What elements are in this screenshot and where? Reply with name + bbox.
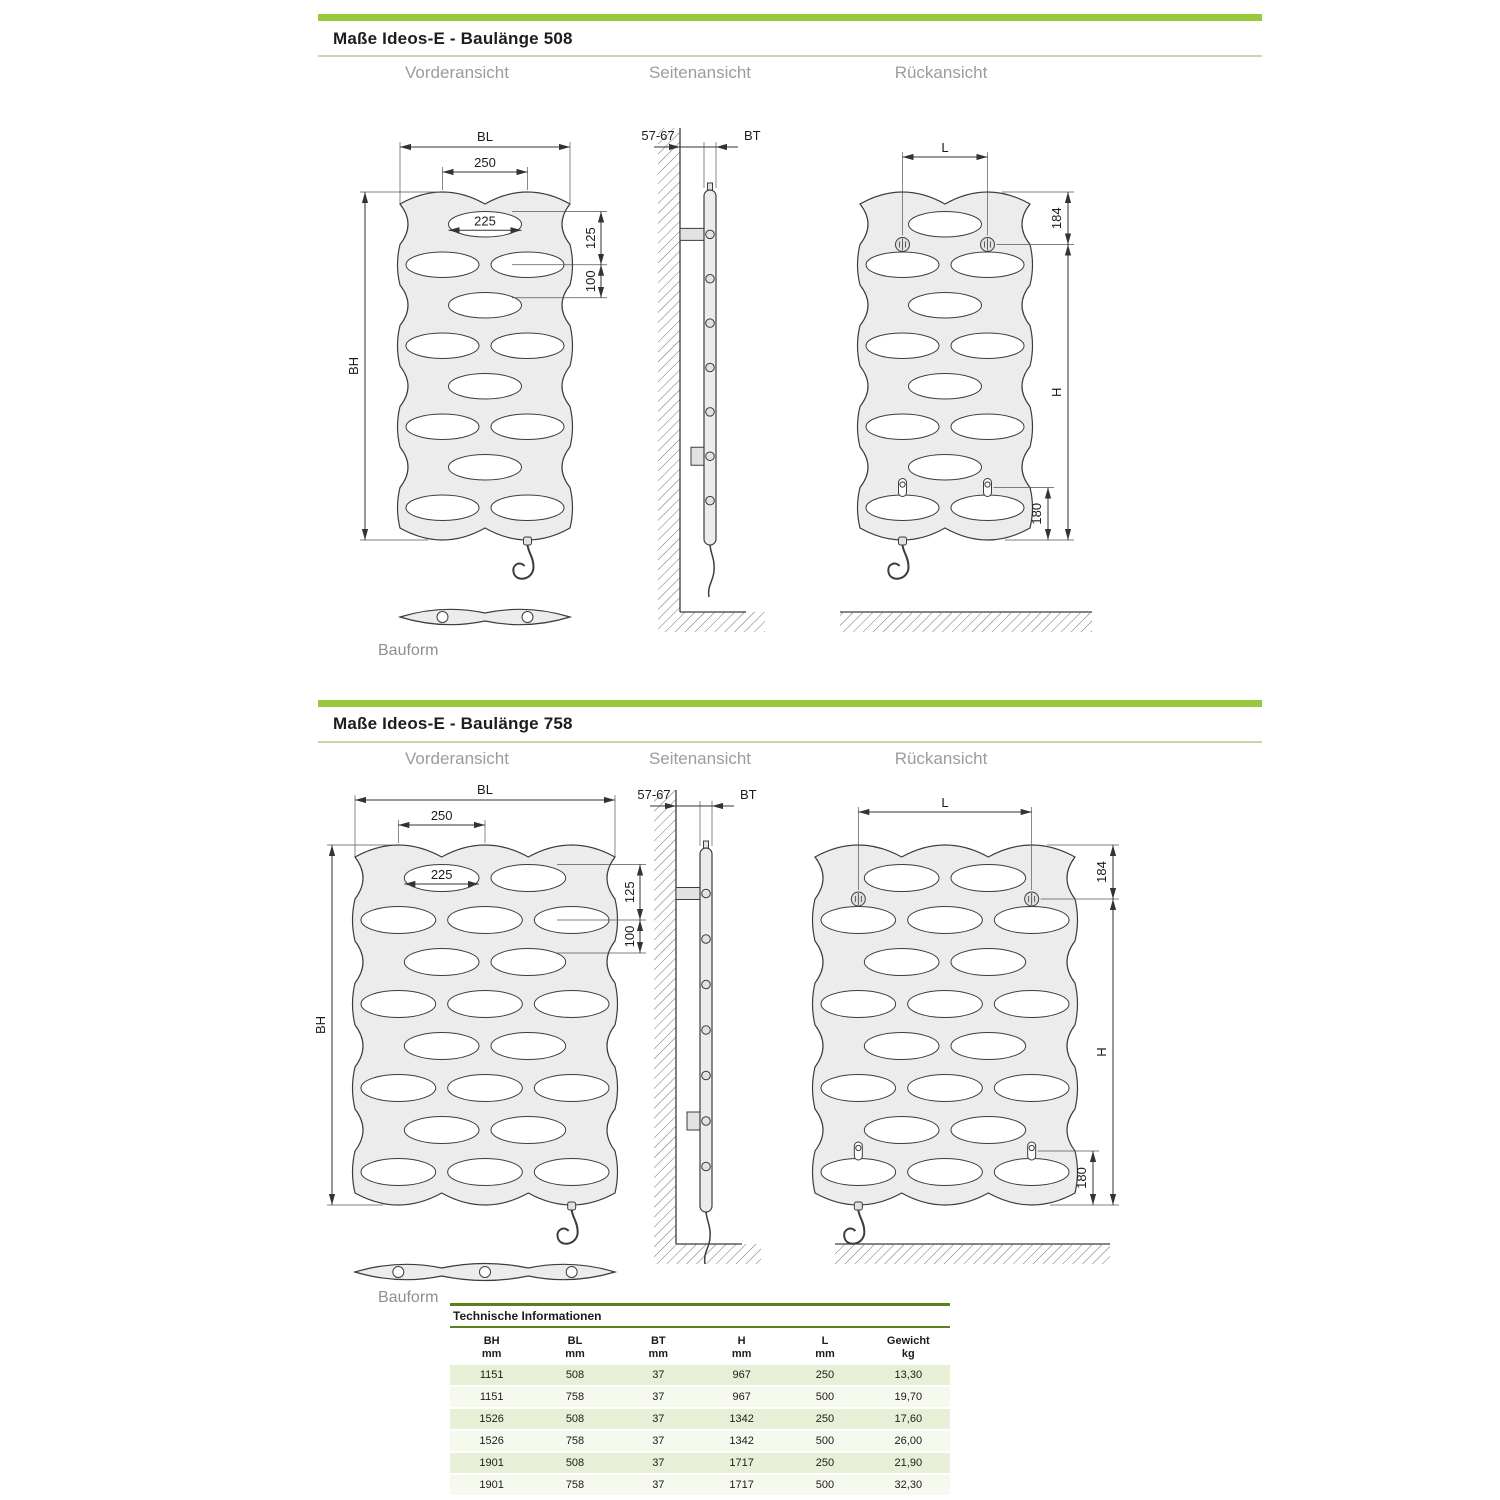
radiator-hole — [994, 991, 1069, 1018]
tube-section — [522, 612, 533, 623]
dimension-label: H — [1094, 1047, 1109, 1057]
radiator-hole — [951, 1117, 1026, 1144]
dimension-label: BL — [477, 782, 493, 797]
spec-cell: 758 — [533, 1430, 616, 1452]
col-header-bl: BL mm — [533, 1330, 616, 1365]
spec-row — [450, 1365, 950, 1386]
spec-cell: 250 — [783, 1452, 866, 1474]
radiator-hole — [985, 482, 990, 487]
radiator-hole — [449, 455, 522, 481]
profile-joint — [702, 889, 711, 898]
radiator-hole — [404, 1117, 479, 1144]
cable-plug — [568, 1202, 576, 1210]
radiator-hole — [491, 949, 566, 976]
dimension-label: BH — [313, 1015, 328, 1035]
spec-cell: 17,60 — [867, 1408, 950, 1430]
heating-element — [687, 1112, 700, 1130]
radiator-hole — [994, 907, 1069, 934]
profile-joint — [702, 935, 711, 944]
cable-plug — [899, 537, 907, 545]
profile-joint — [706, 408, 715, 417]
radiator-outline — [398, 192, 573, 540]
col-header-bt: BT mm — [617, 1330, 700, 1365]
profile-joint — [706, 274, 715, 283]
dimension-label: 225 — [474, 213, 496, 229]
accent-bar — [318, 14, 1262, 21]
radiator-hole — [1029, 1145, 1034, 1150]
radiator-hole — [448, 991, 523, 1018]
dimension-label: 125 — [583, 227, 598, 249]
spec-cell: 1901 — [450, 1474, 533, 1496]
radiator-hole — [951, 252, 1024, 278]
spec-cell: 508 — [533, 1408, 616, 1430]
spec-cell: 508 — [533, 1452, 616, 1474]
radiator-hole — [908, 991, 983, 1018]
radiator-hole — [361, 1075, 436, 1102]
spec-cell: 1717 — [700, 1452, 783, 1474]
profile-joint — [706, 363, 715, 372]
radiator-hole — [951, 495, 1024, 521]
radiator-hole — [404, 949, 479, 976]
dimension-label: 57-67 — [641, 128, 675, 143]
spec-cell: 1151 — [450, 1386, 533, 1408]
radiator-hole — [448, 907, 523, 934]
heating-element — [691, 447, 704, 465]
profile-joint — [706, 452, 715, 461]
view-label-back: Rückansicht — [894, 749, 988, 768]
dimension-label: BT — [744, 128, 761, 143]
radiator-hole — [864, 1033, 939, 1060]
spec-cell: 37 — [617, 1365, 700, 1386]
dimension-label: 184 — [1049, 207, 1064, 230]
back-view-508-back — [840, 140, 1092, 632]
radiator-hole — [994, 1159, 1069, 1186]
radiator-hole — [864, 865, 939, 892]
radiator-hole — [491, 414, 564, 440]
radiator-hole — [866, 495, 939, 521]
profile-joint — [702, 1026, 711, 1035]
radiator-hole — [491, 1033, 566, 1060]
radiator-hole — [361, 1159, 436, 1186]
spec-row — [450, 1474, 950, 1496]
back-view-758-back — [813, 795, 1120, 1264]
table-header-row — [450, 1330, 950, 1365]
profile-joint — [702, 1071, 711, 1080]
bauform-label-508: Bauform — [378, 642, 439, 659]
front-view-758-front — [313, 782, 646, 1281]
radiator-hole — [951, 333, 1024, 359]
accent-bar — [318, 700, 1262, 707]
radiator-hole — [491, 495, 564, 521]
spec-cell: 967 — [700, 1386, 783, 1408]
spec-cell: 500 — [783, 1430, 866, 1452]
wall-hatch — [654, 790, 676, 1244]
radiator-outline — [353, 845, 618, 1205]
section-title-508: Maße Ideos-E - Baulänge 508 — [333, 29, 573, 48]
spec-cell: 37 — [617, 1430, 700, 1452]
power-cable — [844, 1210, 864, 1244]
radiator-hole — [406, 252, 479, 278]
radiator-hole — [406, 333, 479, 359]
view-label-side: Seitenansicht — [648, 749, 752, 768]
spec-cell: 1901 — [450, 1452, 533, 1474]
power-cable — [513, 545, 533, 579]
technical-info-table — [450, 1303, 950, 1497]
radiator-hole — [449, 293, 522, 319]
dimension-label: 57-67 — [637, 787, 671, 802]
radiator-hole — [994, 1075, 1069, 1102]
dimension-label: BL — [477, 129, 493, 144]
spec-row — [450, 1408, 950, 1430]
spec-cell: 500 — [783, 1386, 866, 1408]
view-label-front: Vorderansicht — [405, 63, 509, 82]
spec-cell: 967 — [700, 1365, 783, 1386]
spec-cell: 1342 — [700, 1430, 783, 1452]
radiator-hole — [491, 1117, 566, 1144]
dimension-label: L — [941, 795, 949, 810]
radiator-hole — [908, 1075, 983, 1102]
view-label-back: Rückansicht — [894, 63, 988, 82]
radiator-hole — [909, 374, 982, 400]
radiator-hole — [361, 907, 436, 934]
tube-section — [393, 1267, 404, 1278]
radiator-hole — [864, 1117, 939, 1144]
radiator-hole — [908, 907, 983, 934]
radiator-hole — [449, 374, 522, 400]
radiator-hole — [361, 991, 436, 1018]
bauform-label-758: Bauform — [378, 1289, 439, 1306]
tube-section — [566, 1267, 577, 1278]
dimension-label: 184 — [1094, 861, 1109, 883]
divider-rule — [318, 55, 1262, 57]
spec-row — [450, 1430, 950, 1452]
dimension-label: 100 — [622, 925, 637, 948]
front-view-508-front — [346, 129, 607, 625]
spec-cell: 1342 — [700, 1408, 783, 1430]
spec-cell: 508 — [533, 1365, 616, 1386]
profile-joint — [706, 319, 715, 328]
radiator-hole — [866, 333, 939, 359]
cross-section — [400, 609, 570, 624]
radiator-hole — [866, 414, 939, 440]
radiator-hole — [448, 1159, 523, 1186]
radiator-hole — [864, 949, 939, 976]
radiator-hole — [448, 1075, 523, 1102]
floor-hatch — [840, 612, 1092, 632]
radiator-hole — [908, 1159, 983, 1186]
spec-cell: 1151 — [450, 1365, 533, 1386]
radiator-hole — [821, 1075, 896, 1102]
radiator-hole — [406, 495, 479, 521]
spec-cell: 21,90 — [867, 1452, 950, 1474]
floor-hatch — [658, 612, 765, 632]
spec-cell: 37 — [617, 1386, 700, 1408]
spec-cell: 13,30 — [867, 1365, 950, 1386]
tube-section — [480, 1267, 491, 1278]
power-cable — [888, 545, 908, 579]
col-header-h: H mm — [700, 1330, 783, 1365]
spec-cell: 37 — [617, 1474, 700, 1496]
side-view-758-side — [637, 787, 761, 1264]
profile-joint — [706, 496, 715, 505]
spec-cell: 758 — [533, 1474, 616, 1496]
spec-cell: 250 — [783, 1408, 866, 1430]
spec-cell: 1526 — [450, 1430, 533, 1452]
table-title: Technische Informationen — [450, 1303, 950, 1328]
radiator-hole — [951, 1033, 1026, 1060]
radiator-hole — [951, 414, 1024, 440]
dimension-label: 250 — [474, 155, 496, 170]
col-header-l: L mm — [783, 1330, 866, 1365]
spec-cell: 32,30 — [867, 1474, 950, 1496]
wall-hatch — [658, 128, 680, 612]
radiator-hole — [821, 991, 896, 1018]
power-cable — [557, 1210, 577, 1244]
floor-hatch — [835, 1244, 1110, 1264]
dimension-label: BT — [740, 787, 757, 802]
radiator-hole — [491, 333, 564, 359]
dimension-label: 180 — [1029, 502, 1044, 525]
spec-cell: 26,00 — [867, 1430, 950, 1452]
spec-cell: 500 — [783, 1474, 866, 1496]
radiator-hole — [909, 293, 982, 319]
col-header-bh: BH mm — [450, 1330, 533, 1365]
radiator-hole — [534, 1159, 609, 1186]
spec-cell: 758 — [533, 1386, 616, 1408]
radiator-hole — [951, 949, 1026, 976]
col-header-gewicht: Gewicht kg — [867, 1330, 950, 1365]
spec-cell: 37 — [617, 1452, 700, 1474]
radiator-hole — [909, 455, 982, 481]
dimension-label: 225 — [430, 867, 453, 882]
radiator-hole — [951, 865, 1026, 892]
divider-rule — [318, 741, 1262, 743]
radiator-hole — [534, 991, 609, 1018]
radiator-hole — [491, 865, 566, 892]
radiator-hole — [404, 1033, 479, 1060]
tube-section — [437, 612, 448, 623]
radiator-hole — [856, 1145, 861, 1150]
radiator-hole — [406, 414, 479, 440]
profile-joint — [702, 1162, 711, 1171]
dimension-label: 250 — [430, 808, 453, 823]
side-view-508-side — [641, 128, 765, 632]
profile-joint — [702, 1117, 711, 1126]
radiator-hole — [909, 212, 982, 238]
power-cable — [709, 545, 715, 597]
radiator-hole — [821, 1159, 896, 1186]
radiator-hole — [534, 1075, 609, 1102]
dimension-label: 125 — [622, 881, 637, 904]
cable-plug — [524, 537, 532, 545]
dimension-label: BH — [346, 356, 361, 376]
dimension-label: H — [1049, 387, 1064, 397]
view-label-front: Vorderansicht — [405, 749, 509, 768]
spec-row — [450, 1386, 950, 1408]
radiator-hole — [866, 252, 939, 278]
spec-cell: 1526 — [450, 1408, 533, 1430]
spec-row — [450, 1452, 950, 1474]
view-label-side: Seitenansicht — [648, 63, 752, 82]
dimension-label: 180 — [1074, 1167, 1089, 1189]
spec-cell: 37 — [617, 1408, 700, 1430]
radiator-hole — [900, 482, 905, 487]
radiator-hole — [821, 907, 896, 934]
section-title-758: Maße Ideos-E - Baulänge 758 — [333, 714, 573, 733]
cable-plug — [854, 1202, 862, 1210]
spec-cell: 1717 — [700, 1474, 783, 1496]
profile-joint — [706, 230, 715, 239]
profile-joint — [702, 980, 711, 989]
dimension-label: 100 — [583, 270, 598, 293]
wall-bracket — [676, 888, 700, 900]
spec-cell: 19,70 — [867, 1386, 950, 1408]
spec-cell: 250 — [783, 1365, 866, 1386]
wall-bracket — [680, 228, 704, 240]
dimension-label: L — [941, 140, 949, 155]
